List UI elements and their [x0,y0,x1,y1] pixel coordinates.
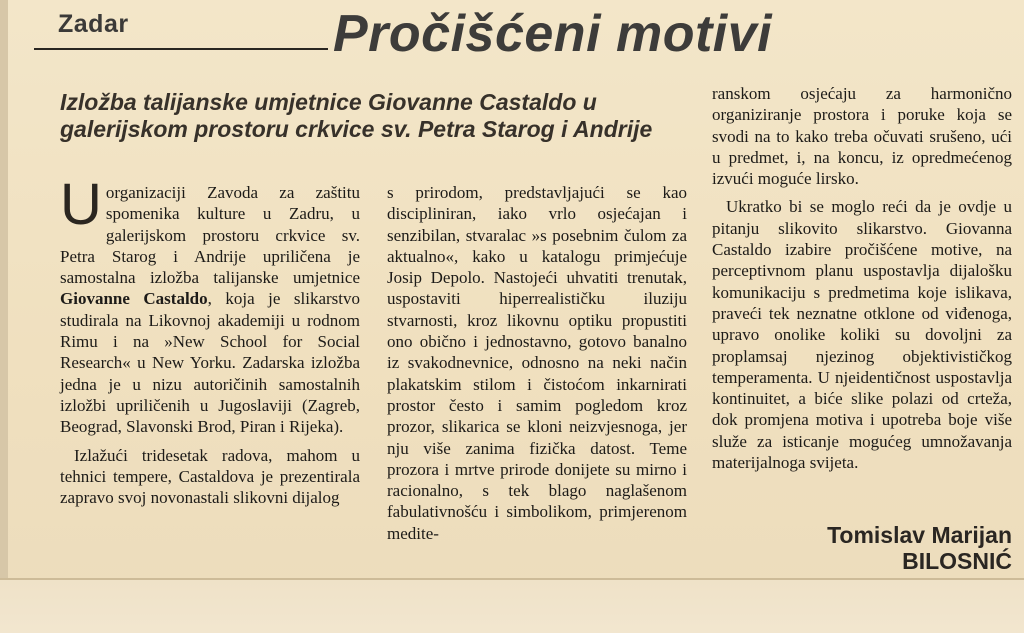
clipping-bottom-edge [0,578,1024,633]
paragraph-text: organizaciji Zavoda za zaštitu spomenika kulture u Zadru, u galerijskom prostoru crkvice sv. Petra Starog i Andrije upriličena je samostalna izložba talijanske umjetnice [60,183,360,288]
paragraph-text: , koja je slikarstvo studirala na Likovnoj akademiji u rodnom Rimu i na »New School for Social Research« u New Yorku. Zadarska izložba jedna je u nizu autoričinih samostalnih izložbi upriličenih u Jugoslaviji (Zagreb, Beograd, Slavonski Brod, Piran i Rijeka). [60,289,360,437]
paragraph: Ukratko bi se moglo reći da je ovdje u pitanju slikovito slikarstvo. Giovanna Castaldo izabire pročišćene motive, na perceptivnom planu uspostavlja dijalošku komunikaciju s predmetima koje islikava, praveći tek neznatne otklone od viđenoga, upravo onolike koliki su dovoljni za proplamsaj njezinog objektivističkog temperamenta. U njeidentičnost uspostavlja kontinuitet, a biće slike polazi od crteža, dok promjena motiva i upotreba boje više služe za isticanje mogućeg umnožavanja materijalnoga svijeta. [712,197,1012,473]
kicker-rule [34,48,328,50]
artist-name: Giovanne Castaldo [60,289,208,309]
drop-cap: U [60,172,102,237]
section-kicker: Zadar [58,10,129,38]
paragraph [60,172,360,438]
paragraph: s prirodom, predstavljajući se kao discipliniran, iako vrlo osjećajan i senzibilan, stvaralac »s posebnim čulom za aktualno«, kako u katalogu primjećuje Josip Depolo. Nastojeći uhvatiti trenutak, uspostaviti hiperrealističku iluziju stvarnosti, kroz likovnu optiku propustiti ono obično i jednostavno, gotovo banalno iz svakodnevnice, odnosno na neki način plakatskim stilom i čistoćom inkarnirati prostor često i samim pogledom kroz prozor, slikarica se kloni neizvjesnoga, jer nju više zanima fizička datost. Teme prozora i mrtve prirode donijete su mirno i racionalno, s tek blago naglašenom fabulativnošću i simbolikom, primjerenom medite- [387,183,687,543]
article-column-2 [387,182,687,544]
adjacent-page-fragment [838,0,1024,60]
article-column-1 [60,172,360,508]
page-edge-shadow [0,0,8,631]
article-subheadline: Izložba talijanske umjetnice Giovanne Castaldo u galerijskom prostoru crkvice sv. Petra Starog i Andrije [60,89,653,142]
paragraph: Izlažući tridesetak radova, mahom u tehnici tempere, Castaldova je prezentirala zapravo svoj novonastali slikovni dijalog [60,445,360,508]
paragraph: ranskom osjećaju za harmonično organiziranje prostora i poruke koja se svodi na to kako treba očuvati srušeno, ući u predmet, i, na koncu, iz opredmećenog izvući moguće lirsko. [712,84,1012,189]
author-byline [827,522,1012,574]
author-name: Tomislav Marijan [827,522,1012,548]
article-column-3 [712,83,1012,473]
article-headline: Pročišćeni motivi [333,5,773,63]
author-surname: BILOSNIĆ [902,548,1012,574]
